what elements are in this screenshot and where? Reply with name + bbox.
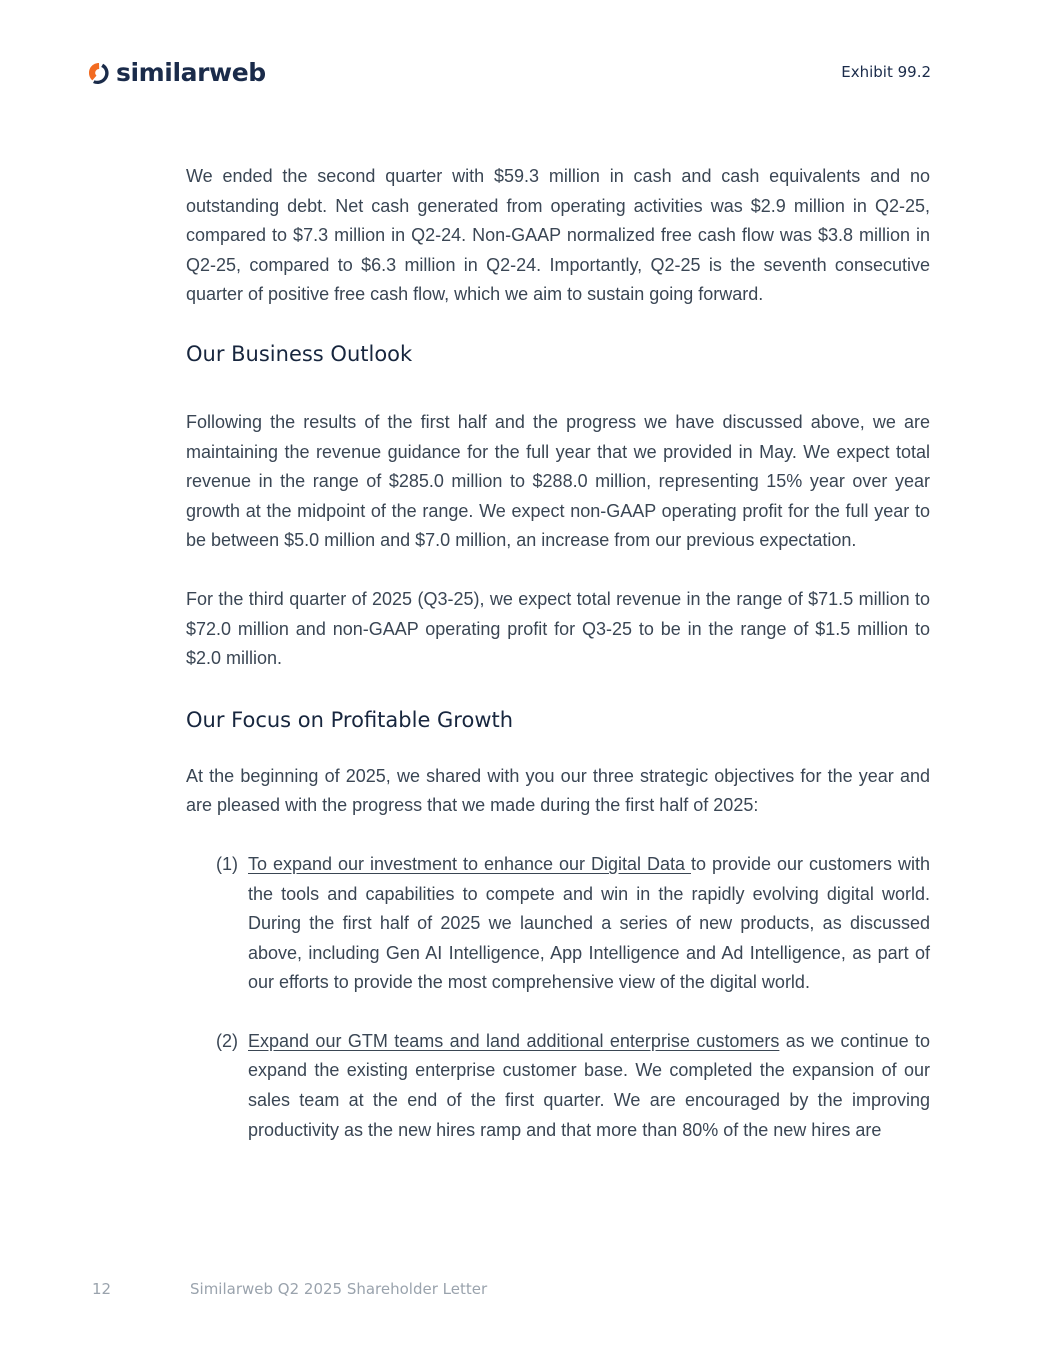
heading-business-outlook: Our Business Outlook (186, 341, 413, 366)
document-body (186, 162, 930, 1145)
list-item-rest: as we continue to expand the existing enterprise customer base. We completed the expansion of our sales team at the end of the first quarter. We are encouraged by the improving productivity as the new hires ramp and that more than 80% of the new hires are (248, 1030, 930, 1140)
exhibit-label: Exhibit 99.2 (841, 63, 931, 81)
list-item (186, 850, 930, 998)
focus-paragraph: At the beginning of 2025, we shared with you our three strategic objectives for the year and are pleased with the progress that we made during the first half of 2025: (186, 765, 930, 816)
outlook-paragraph-2: For the third quarter of 2025 (Q3-25), we expect total revenue in the range of $71.5 million to $72.0 million and non-GAAP operating profit for Q3-25 to be in the range of $1.5 million to $2.0 million. (186, 588, 930, 669)
list-item-emphasis: Expand our GTM teams and land additional enterprise customers (248, 1030, 780, 1051)
list-item (186, 1027, 930, 1145)
brand-logo (88, 58, 266, 87)
list-item-text (248, 1027, 930, 1145)
cash-paragraph: We ended the second quarter with $59.3 million in cash and cash equivalents and no outstanding debt. Net cash generated from operating activities was $2.9 million in Q2-25, compared to $7.3 million in Q2-24. Non-GAAP normalized free cash flow was $3.8 million in Q2-25, compared to $6.3 million in Q2-24. Importantly, Q2-25 is the seventh consecutive quarter of positive free cash flow, which we aim to sustain going forward. (186, 166, 930, 305)
outlook-paragraph-1: Following the results of the first half and the progress we have discussed above, we are maintaining the revenue guidance for the full year that we provided in May. We expect total revenue in the range of $285.0 million to $288.0 million, representing 15% year over year growth at the midpoint of the range. We expect non-GAAP operating profit for the full year to be between $5.0 million and $7.0 million, an increase from our previous expectation. (186, 411, 930, 551)
page-number: 12 (92, 1280, 112, 1298)
footer-document-title: Similarweb Q2 2025 Shareholder Letter (190, 1280, 488, 1298)
list-number: (1) (216, 853, 238, 874)
brand-name: similarweb (116, 58, 266, 87)
list-item-rest: to provide our customers with the tools and capabilities to compete and win in the rapidly evolving digital world. During the first half of 2025 we launched a series of new products, as discussed above, including Gen AI Intelligence, App Intelligence and Ad Intelligence, as part of our efforts to provide the most comprehensive view of the digital world. (248, 853, 930, 993)
list-number: (2) (216, 1030, 238, 1051)
similarweb-logo-icon (88, 61, 110, 85)
list-item-emphasis: To expand our investment to enhance our Digital Data (248, 853, 691, 874)
list-item-text (248, 850, 930, 998)
heading-profitable-growth: Our Focus on Profitable Growth (186, 707, 514, 732)
